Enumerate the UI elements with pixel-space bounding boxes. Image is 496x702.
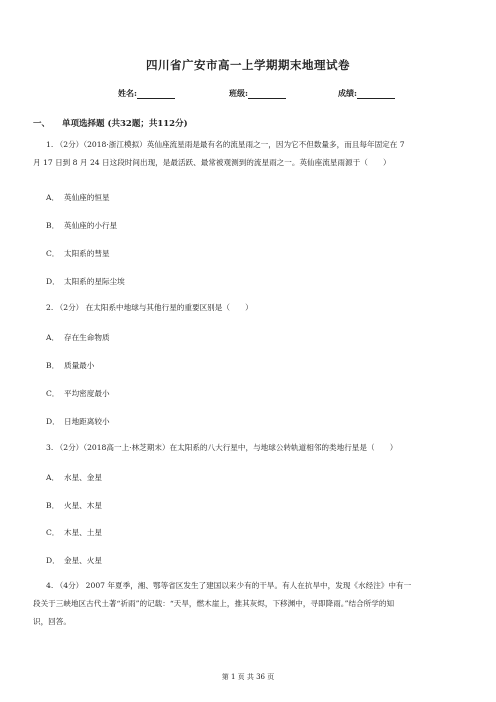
section-title: 单项选择题 (共32题；共112分) — [62, 119, 188, 129]
question-4-line-2: 段关于三峡地区古代土著“祈雨”的记载：“天旱，燃木崖上，推其灰烬，下移渊中，寻即降雨。”结合所学的知 — [33, 599, 395, 608]
page-footer: 第 1 页 共 36 页 — [221, 673, 275, 681]
question-3-option-a — [46, 472, 102, 483]
question-1-option-d — [46, 276, 125, 287]
question-2-line-1: 2. （2分） 在太阳系中地球与其他行星的重要区别是（ ） — [46, 303, 253, 312]
class-field — [229, 88, 286, 99]
option-text: 火星、木星 — [64, 501, 102, 510]
question-2-option-b — [46, 360, 94, 371]
option-text: 太阳系的星际尘埃 — [64, 277, 125, 286]
page-title: 四川省广安市高一上学期期末地理试卷 — [146, 58, 350, 72]
option-letter: C． — [46, 528, 60, 537]
option-letter: A． — [46, 193, 60, 202]
question-3-option-b — [46, 500, 102, 511]
option-letter: B． — [46, 361, 60, 370]
question-4-line-1: 4. （4分） 2007 年夏季，湘、鄂等省区发生了建国以来少有的干旱。有人在抗旱中，发现《水经注》中有一 — [46, 581, 412, 590]
class-label: 班级: — [229, 88, 248, 98]
option-text: 英仙座的恒星 — [64, 193, 110, 202]
student-info-row — [0, 88, 496, 102]
question-3-line-1: 3. （2分）（2018高一上·林芝期末）在太阳系的八大行星中，与地球公转轨道相邻的类地行星是（ ） — [46, 443, 398, 452]
question-1-option-b — [46, 220, 117, 231]
section-number: 一、 — [33, 119, 51, 129]
option-text: 质量最小 — [64, 361, 95, 370]
option-text: 水星、金星 — [64, 473, 102, 482]
option-text: 太阳系的彗星 — [64, 249, 110, 258]
question-1-option-a — [46, 192, 110, 203]
option-text: 金星、火星 — [64, 556, 102, 565]
name-field — [118, 88, 175, 99]
option-text: 日地距离较小 — [64, 417, 110, 426]
option-letter: C． — [46, 249, 60, 258]
question-4-line-3: 识，回答。 — [33, 617, 71, 626]
option-letter: B． — [46, 501, 60, 510]
question-3-option-c — [46, 527, 102, 538]
name-blank — [137, 89, 175, 99]
score-field — [338, 88, 395, 99]
question-3-option-d — [46, 555, 102, 566]
name-label: 姓名: — [118, 88, 137, 98]
option-letter: D． — [46, 556, 60, 565]
option-letter: A． — [46, 333, 60, 342]
option-letter: D． — [46, 277, 60, 286]
option-letter: A． — [46, 473, 60, 482]
question-2-option-a — [46, 332, 110, 343]
option-letter: B． — [46, 221, 60, 230]
score-blank — [357, 89, 395, 99]
option-text: 木星、土星 — [64, 528, 102, 537]
option-letter: C． — [46, 389, 60, 398]
option-letter: D． — [46, 417, 60, 426]
question-1-line-2: 月 17 日到 8 月 24 日这段时间出现，是最活跃、最常被观测到的流星雨之一。英仙座流星雨源于（ ） — [33, 158, 391, 167]
question-2-option-c — [46, 388, 110, 399]
option-text: 平均密度最小 — [64, 389, 110, 398]
option-text: 英仙座的小行星 — [64, 221, 118, 230]
section-heading — [33, 117, 188, 129]
question-2-option-d — [46, 416, 110, 427]
class-blank — [248, 89, 286, 99]
option-text: 存在生命物质 — [64, 333, 110, 342]
question-1-line-1: 1. （2分）（2018·浙江模拟）英仙座流星雨是最有名的流星雨之一，因为它不但数量多，而且每年固定在 7 — [46, 140, 405, 149]
score-label: 成绩: — [338, 88, 357, 98]
question-1-option-c — [46, 248, 110, 259]
